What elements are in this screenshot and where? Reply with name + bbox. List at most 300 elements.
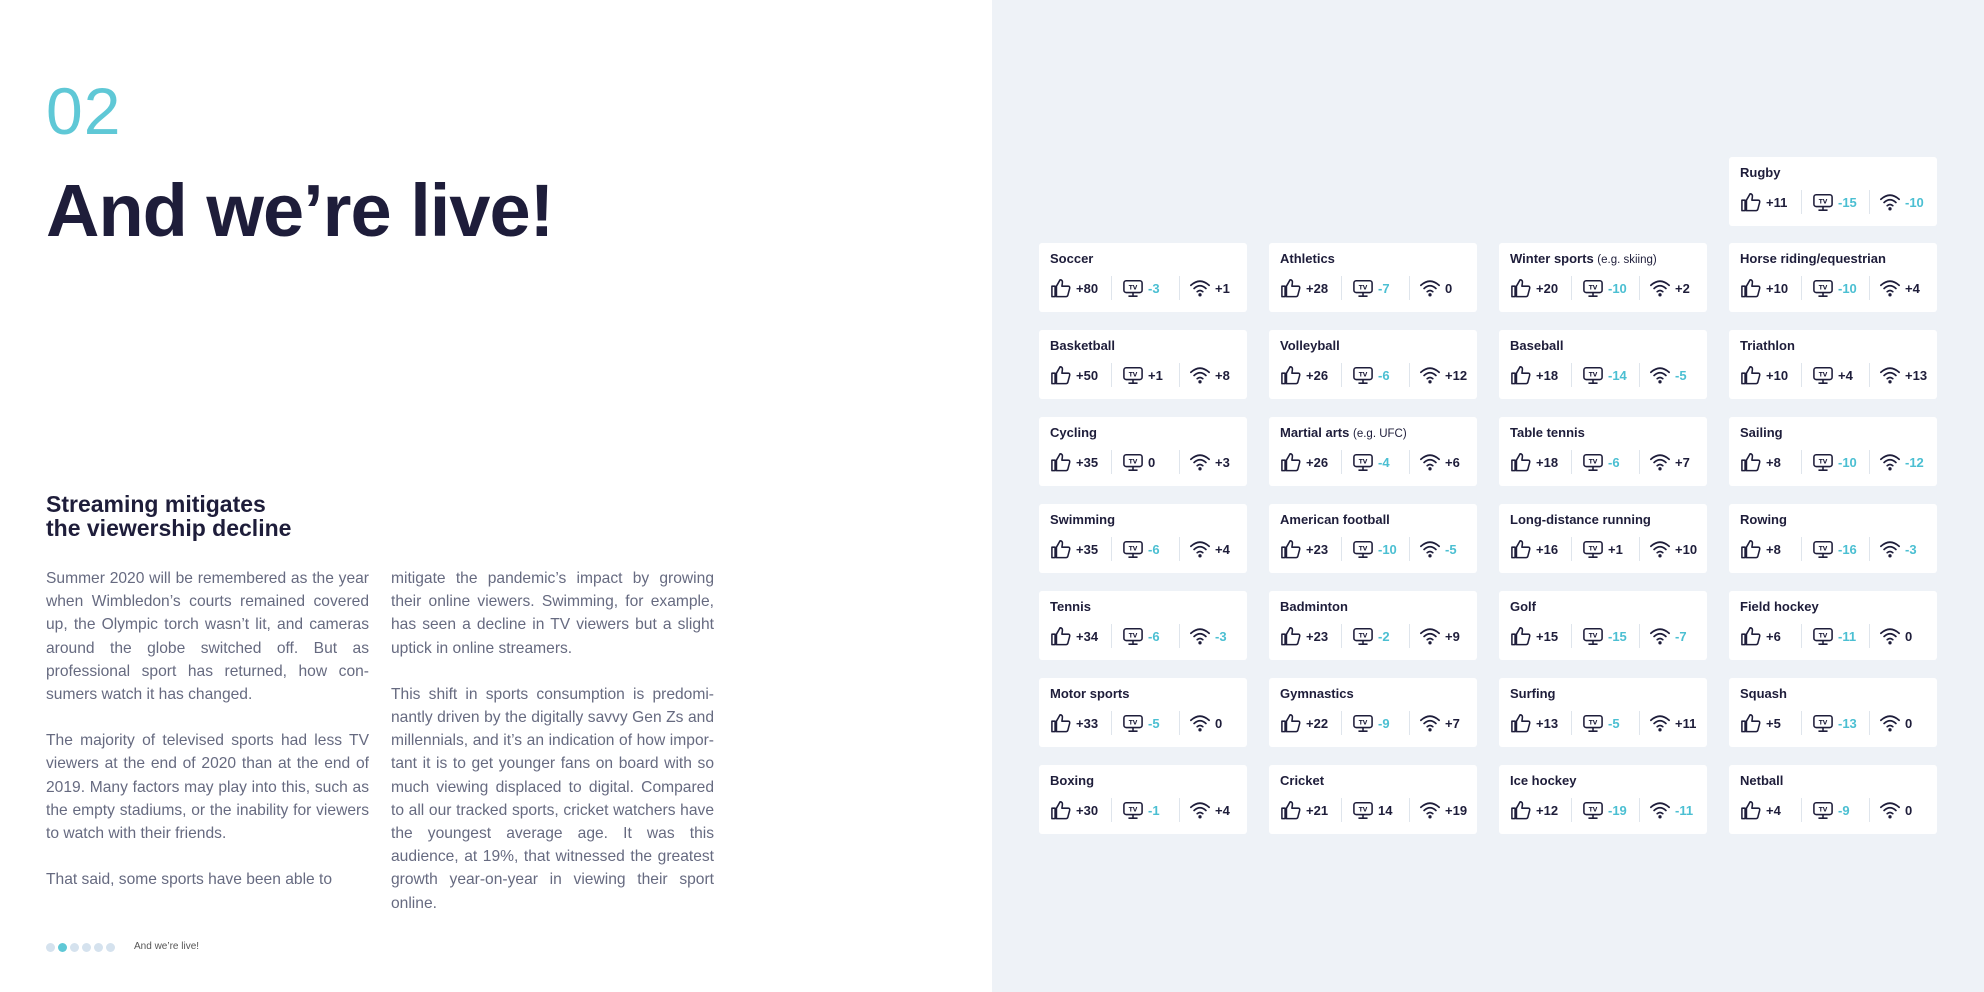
sport-name-text: Horse riding/equestrian <box>1740 251 1886 266</box>
divider <box>1869 624 1870 648</box>
metric-online <box>1189 276 1230 300</box>
divider <box>1341 450 1342 474</box>
svg-text:TV: TV <box>1818 459 1828 466</box>
divider <box>1179 798 1180 822</box>
sport-card-ice-hockey <box>1499 765 1707 834</box>
metric-online <box>1879 537 1917 561</box>
svg-text:TV: TV <box>1358 372 1368 379</box>
metric-value-follow: +10 <box>1766 367 1789 383</box>
thumbs-up-icon <box>1050 539 1072 559</box>
metric-follow <box>1510 276 1558 300</box>
sport-card-athletics <box>1269 243 1477 312</box>
metric-value-online: +6 <box>1445 454 1460 470</box>
divider <box>1571 450 1572 474</box>
metric-tv <box>1122 450 1155 474</box>
metric-value-online: +10 <box>1675 541 1698 557</box>
metric-follow <box>1280 450 1328 474</box>
metric-value-tv: -15 <box>1838 194 1857 210</box>
metric-online <box>1879 624 1912 648</box>
metric-value-follow: +22 <box>1306 715 1329 731</box>
metric-value-tv: -9 <box>1838 802 1850 818</box>
wifi-icon <box>1649 539 1671 559</box>
sport-name <box>1280 599 1348 614</box>
metric-tv <box>1122 624 1160 648</box>
svg-text:TV: TV <box>1358 633 1368 640</box>
thumbs-up-icon <box>1050 713 1072 733</box>
svg-text:TV: TV <box>1818 372 1828 379</box>
metric-online <box>1649 363 1687 387</box>
metric-tv <box>1582 537 1623 561</box>
metric-tv <box>1812 363 1853 387</box>
sport-name <box>1510 425 1585 440</box>
divider <box>1409 798 1410 822</box>
sport-name <box>1510 599 1536 614</box>
metric-value-online: -11 <box>1675 802 1694 818</box>
thumbs-up-icon <box>1510 713 1532 733</box>
sport-name-text: Golf <box>1510 599 1536 614</box>
tv-icon <box>1812 713 1834 733</box>
svg-text:TV: TV <box>1358 720 1368 727</box>
metric-value-follow: +12 <box>1536 802 1559 818</box>
metric-value-tv: -4 <box>1378 454 1390 470</box>
metric-value-tv: -5 <box>1148 715 1160 731</box>
metric-follow <box>1280 798 1328 822</box>
sport-name <box>1510 773 1577 788</box>
metric-value-tv: +1 <box>1608 541 1623 557</box>
metric-value-follow: +13 <box>1536 715 1559 731</box>
metric-tv <box>1352 276 1390 300</box>
divider <box>1869 363 1870 387</box>
body-column-2 <box>391 567 714 938</box>
metric-value-follow: +16 <box>1536 541 1559 557</box>
tv-icon <box>1812 539 1834 559</box>
metric-tv <box>1812 537 1857 561</box>
divider <box>1111 276 1112 300</box>
wifi-icon <box>1879 713 1901 733</box>
metric-tv <box>1352 537 1397 561</box>
wifi-icon <box>1189 539 1211 559</box>
tv-icon <box>1122 539 1144 559</box>
metric-value-tv: -6 <box>1378 367 1390 383</box>
divider <box>1639 363 1640 387</box>
thumbs-up-icon <box>1510 539 1532 559</box>
metric-follow <box>1740 711 1781 735</box>
wifi-icon <box>1419 452 1441 472</box>
progress-dot[interactable] <box>94 943 103 952</box>
sport-name-text: Long-distance running <box>1510 512 1651 527</box>
thumbs-up-icon <box>1510 452 1532 472</box>
divider <box>1409 363 1410 387</box>
metric-value-tv: -6 <box>1148 628 1160 644</box>
divider <box>1639 276 1640 300</box>
divider <box>1409 711 1410 735</box>
metric-value-tv: -14 <box>1608 367 1627 383</box>
metric-value-follow: +28 <box>1306 280 1329 296</box>
metric-follow <box>1740 190 1787 214</box>
metric-tv <box>1812 711 1857 735</box>
metric-tv <box>1122 276 1160 300</box>
metric-tv <box>1122 363 1163 387</box>
sport-card-winter-sports <box>1499 243 1707 312</box>
sport-card-swimming <box>1039 504 1247 573</box>
sport-name-text: Tennis <box>1050 599 1091 614</box>
sport-name-text: Gymnastics <box>1280 686 1354 701</box>
divider <box>1409 624 1410 648</box>
subheading-line-2: the viewership decline <box>46 515 292 541</box>
wifi-icon <box>1879 800 1901 820</box>
divider <box>1801 624 1802 648</box>
thumbs-up-icon <box>1510 278 1532 298</box>
sport-card-long-distance-running <box>1499 504 1707 573</box>
paragraph: That said, some sports have been able to <box>46 871 333 889</box>
wifi-icon <box>1879 626 1901 646</box>
progress-dot[interactable] <box>106 943 115 952</box>
thumbs-up-icon <box>1280 365 1302 385</box>
sport-name <box>1510 251 1657 266</box>
tv-icon <box>1122 452 1144 472</box>
wifi-icon <box>1649 278 1671 298</box>
tv-icon <box>1582 539 1604 559</box>
divider <box>1571 276 1572 300</box>
metric-value-tv: -2 <box>1378 628 1390 644</box>
sport-name-text: Surfing <box>1510 686 1556 701</box>
sport-name-text: Field hockey <box>1740 599 1819 614</box>
divider <box>1639 624 1640 648</box>
sport-card-squash <box>1729 678 1937 747</box>
metric-follow <box>1510 450 1558 474</box>
sport-name <box>1050 686 1129 701</box>
wifi-icon <box>1649 626 1671 646</box>
divider <box>1409 537 1410 561</box>
metric-follow <box>1510 624 1558 648</box>
svg-text:TV: TV <box>1588 372 1598 379</box>
wifi-icon <box>1419 713 1441 733</box>
metric-value-follow: +21 <box>1306 802 1329 818</box>
tv-icon <box>1812 278 1834 298</box>
sport-name <box>1510 338 1563 353</box>
tv-icon <box>1582 626 1604 646</box>
metric-follow <box>1280 537 1328 561</box>
metric-online <box>1649 276 1690 300</box>
metric-value-follow: +50 <box>1076 367 1099 383</box>
wifi-icon <box>1189 278 1211 298</box>
divider <box>1111 624 1112 648</box>
sport-card-triathlon <box>1729 330 1937 399</box>
wifi-icon <box>1879 365 1901 385</box>
sport-name-text: Motor sports <box>1050 686 1130 701</box>
metric-value-follow: +15 <box>1536 628 1559 644</box>
metric-value-online: +4 <box>1215 802 1230 818</box>
metric-value-follow: +23 <box>1306 628 1329 644</box>
thumbs-up-icon <box>1050 800 1072 820</box>
svg-text:TV: TV <box>1358 807 1368 814</box>
sport-card-tennis <box>1039 591 1247 660</box>
section-progress-dots <box>46 943 115 952</box>
thumbs-up-icon <box>1280 800 1302 820</box>
wifi-icon <box>1649 713 1671 733</box>
metric-tv <box>1352 711 1390 735</box>
thumbs-up-icon <box>1510 626 1532 646</box>
divider <box>1341 276 1342 300</box>
sport-card-soccer <box>1039 243 1247 312</box>
thumbs-up-icon <box>1740 626 1762 646</box>
metric-value-online: +7 <box>1445 715 1460 731</box>
metric-value-tv: -10 <box>1838 454 1857 470</box>
sport-name <box>1050 338 1115 353</box>
metric-tv <box>1812 798 1850 822</box>
metric-value-online: -5 <box>1675 367 1687 383</box>
metric-tv <box>1122 711 1160 735</box>
sport-name <box>1280 251 1335 266</box>
divider <box>1801 190 1802 214</box>
svg-text:TV: TV <box>1128 285 1138 292</box>
svg-text:TV: TV <box>1818 807 1828 814</box>
thumbs-up-icon <box>1050 626 1072 646</box>
divider <box>1571 711 1572 735</box>
metric-tv <box>1582 450 1620 474</box>
sport-card-baseball <box>1499 330 1707 399</box>
svg-text:TV: TV <box>1818 546 1828 553</box>
divider <box>1801 711 1802 735</box>
metric-value-tv: +4 <box>1838 367 1853 383</box>
metric-online <box>1879 711 1912 735</box>
divider <box>1571 624 1572 648</box>
metric-online <box>1419 450 1460 474</box>
metric-online <box>1419 624 1460 648</box>
divider <box>1179 711 1180 735</box>
wifi-icon <box>1419 800 1441 820</box>
thumbs-up-icon <box>1280 452 1302 472</box>
wifi-icon <box>1189 626 1211 646</box>
sport-card-boxing <box>1039 765 1247 834</box>
sport-card-cricket <box>1269 765 1477 834</box>
metric-follow <box>1510 711 1558 735</box>
metric-value-tv: -16 <box>1838 541 1857 557</box>
subheading <box>46 492 366 540</box>
tv-icon <box>1582 800 1604 820</box>
metric-value-tv: -9 <box>1378 715 1390 731</box>
divider <box>1869 190 1870 214</box>
svg-text:TV: TV <box>1358 546 1368 553</box>
divider <box>1341 537 1342 561</box>
progress-dot[interactable] <box>46 943 55 952</box>
divider <box>1179 276 1180 300</box>
metric-value-online: -3 <box>1215 628 1227 644</box>
wifi-icon <box>1189 365 1211 385</box>
section-number: 02 <box>46 74 122 148</box>
section-title: And we’re live! <box>46 169 554 252</box>
sport-card-surfing <box>1499 678 1707 747</box>
divider <box>1111 537 1112 561</box>
sport-note: (e.g. skiing) <box>1597 254 1657 266</box>
progress-dot-active[interactable] <box>58 943 67 952</box>
paragraph: Summer 2020 will be remembered as the year when Wimbledon’s courts remained covered up, the Olympic torch wasn’t lit, and cameras around the globe switched off. But as professional sport has returned, how con-sumers watch it has changed. <box>46 570 369 704</box>
sport-name-text: Rugby <box>1740 165 1781 180</box>
sport-name <box>1740 599 1819 614</box>
metric-value-online: +2 <box>1675 280 1690 296</box>
metric-value-tv: -10 <box>1378 541 1397 557</box>
divider <box>1801 798 1802 822</box>
sport-name <box>1050 512 1115 527</box>
metric-online <box>1419 798 1467 822</box>
metric-value-online: 0 <box>1905 802 1913 818</box>
sport-card-american-football <box>1269 504 1477 573</box>
metric-follow <box>1050 363 1098 387</box>
tv-icon <box>1582 365 1604 385</box>
metric-value-online: +11 <box>1675 715 1697 731</box>
wifi-icon <box>1879 278 1901 298</box>
metric-value-tv: -13 <box>1838 715 1857 731</box>
thumbs-up-icon <box>1740 800 1762 820</box>
wifi-icon <box>1419 539 1441 559</box>
divider <box>1409 450 1410 474</box>
metric-value-follow: +26 <box>1306 454 1329 470</box>
sport-name-text: Sailing <box>1740 425 1783 440</box>
sport-card-rowing <box>1729 504 1937 573</box>
thumbs-up-icon <box>1280 713 1302 733</box>
metric-follow <box>1510 363 1558 387</box>
divider <box>1869 450 1870 474</box>
metric-value-follow: +18 <box>1536 454 1559 470</box>
metric-value-tv: -6 <box>1148 541 1160 557</box>
metric-tv <box>1352 624 1390 648</box>
divider <box>1179 537 1180 561</box>
metric-value-follow: +30 <box>1076 802 1099 818</box>
sport-name <box>1050 251 1093 266</box>
tv-icon <box>1122 713 1144 733</box>
metric-value-follow: +20 <box>1536 280 1559 296</box>
sport-name-text: Swimming <box>1050 512 1116 527</box>
sport-name <box>1740 686 1787 701</box>
wifi-icon <box>1879 192 1901 212</box>
metric-value-online: +12 <box>1445 367 1468 383</box>
thumbs-up-icon <box>1050 452 1072 472</box>
metric-online <box>1419 363 1467 387</box>
divider <box>1869 711 1870 735</box>
sport-name <box>1740 251 1886 266</box>
divider <box>1869 276 1870 300</box>
metric-online <box>1189 450 1230 474</box>
wifi-icon <box>1879 452 1901 472</box>
divider <box>1801 537 1802 561</box>
metric-value-follow: +8 <box>1766 541 1781 557</box>
metric-online <box>1419 276 1452 300</box>
metric-online <box>1879 450 1924 474</box>
metric-value-follow: +34 <box>1076 628 1099 644</box>
sport-name <box>1280 686 1354 701</box>
svg-text:TV: TV <box>1588 285 1598 292</box>
sport-name-text: Badminton <box>1280 599 1348 614</box>
tv-icon <box>1582 278 1604 298</box>
sport-card-cycling <box>1039 417 1247 486</box>
metric-online <box>1189 711 1222 735</box>
metric-value-tv: -5 <box>1608 715 1620 731</box>
metric-value-follow: +10 <box>1766 280 1789 296</box>
right-page <box>992 0 1984 992</box>
sport-name-text: Triathlon <box>1740 338 1795 353</box>
metric-value-online: +3 <box>1215 454 1230 470</box>
metric-value-tv: -10 <box>1838 280 1857 296</box>
footer-section-label[interactable]: And we’re live! <box>134 941 200 952</box>
metric-follow <box>1280 711 1328 735</box>
metric-follow <box>1740 537 1781 561</box>
thumbs-up-icon <box>1280 539 1302 559</box>
wifi-icon <box>1419 365 1441 385</box>
metric-follow <box>1740 798 1781 822</box>
metric-tv <box>1582 624 1627 648</box>
metric-value-follow: +80 <box>1076 280 1099 296</box>
progress-dot[interactable] <box>82 943 91 952</box>
metric-online <box>1649 450 1690 474</box>
metric-value-tv: -19 <box>1608 802 1627 818</box>
sport-card-table-tennis <box>1499 417 1707 486</box>
divider <box>1571 363 1572 387</box>
paragraph: The majority of televised sports had less TV viewers at the end of 2020 than at the end of 2019. Many factors may play into this, such as the empty stadiums, or the inability for viewers to watch with their friends. <box>46 732 369 843</box>
metric-value-follow: +35 <box>1076 454 1099 470</box>
metric-value-online: -12 <box>1905 454 1924 470</box>
metric-tv <box>1812 450 1857 474</box>
sport-name <box>1510 686 1556 701</box>
sport-name-text: Soccer <box>1050 251 1094 266</box>
divider <box>1179 624 1180 648</box>
tv-icon <box>1352 539 1374 559</box>
sport-card-volleyball <box>1269 330 1477 399</box>
sport-name-text: Squash <box>1740 686 1787 701</box>
metric-value-online: -7 <box>1675 628 1687 644</box>
divider <box>1179 363 1180 387</box>
sport-name <box>1050 425 1097 440</box>
progress-dot[interactable] <box>70 943 79 952</box>
sport-name <box>1050 599 1091 614</box>
metric-tv <box>1582 798 1627 822</box>
tv-icon <box>1122 278 1144 298</box>
tv-icon <box>1352 800 1374 820</box>
divider <box>1869 798 1870 822</box>
sport-name <box>1740 165 1780 180</box>
thumbs-up-icon <box>1050 278 1072 298</box>
tv-icon <box>1812 626 1834 646</box>
metric-tv <box>1122 537 1160 561</box>
wifi-icon <box>1419 626 1441 646</box>
metric-online <box>1649 711 1696 735</box>
thumbs-up-icon <box>1740 452 1762 472</box>
sport-name <box>1280 338 1340 353</box>
sport-card-gymnastics <box>1269 678 1477 747</box>
svg-text:TV: TV <box>1588 459 1598 466</box>
metric-value-follow: +23 <box>1306 541 1329 557</box>
sport-card-horse-riding-equestrian <box>1729 243 1937 312</box>
svg-text:TV: TV <box>1358 285 1368 292</box>
sport-name-text: Volleyball <box>1280 338 1340 353</box>
sport-name <box>1740 425 1783 440</box>
thumbs-up-icon <box>1740 539 1762 559</box>
tv-icon <box>1582 713 1604 733</box>
metric-tv <box>1812 190 1857 214</box>
metric-value-online: 0 <box>1445 280 1453 296</box>
tv-icon <box>1352 713 1374 733</box>
sport-name <box>1740 773 1783 788</box>
paragraph: This shift in sports consumption is predomi-nantly driven by the digitally savvy Gen Zs and millennials, and it’s an indication of how impor-tant it is to get younger fans on board with so much viewing displaced to digital. Compared to all our tracked sports, cricket watchers have the youngest average age. It was this audience, at 19%, that witnessed the greatest growth year-on-year in viewing their sport online. <box>391 685 714 912</box>
tv-icon <box>1352 626 1374 646</box>
sport-card-field-hockey <box>1729 591 1937 660</box>
metric-follow <box>1050 624 1098 648</box>
sport-name-text: Cycling <box>1050 425 1097 440</box>
metric-online <box>1189 624 1227 648</box>
sport-card-martial-arts <box>1269 417 1477 486</box>
metric-online <box>1419 711 1460 735</box>
divider <box>1341 798 1342 822</box>
wifi-icon <box>1189 800 1211 820</box>
